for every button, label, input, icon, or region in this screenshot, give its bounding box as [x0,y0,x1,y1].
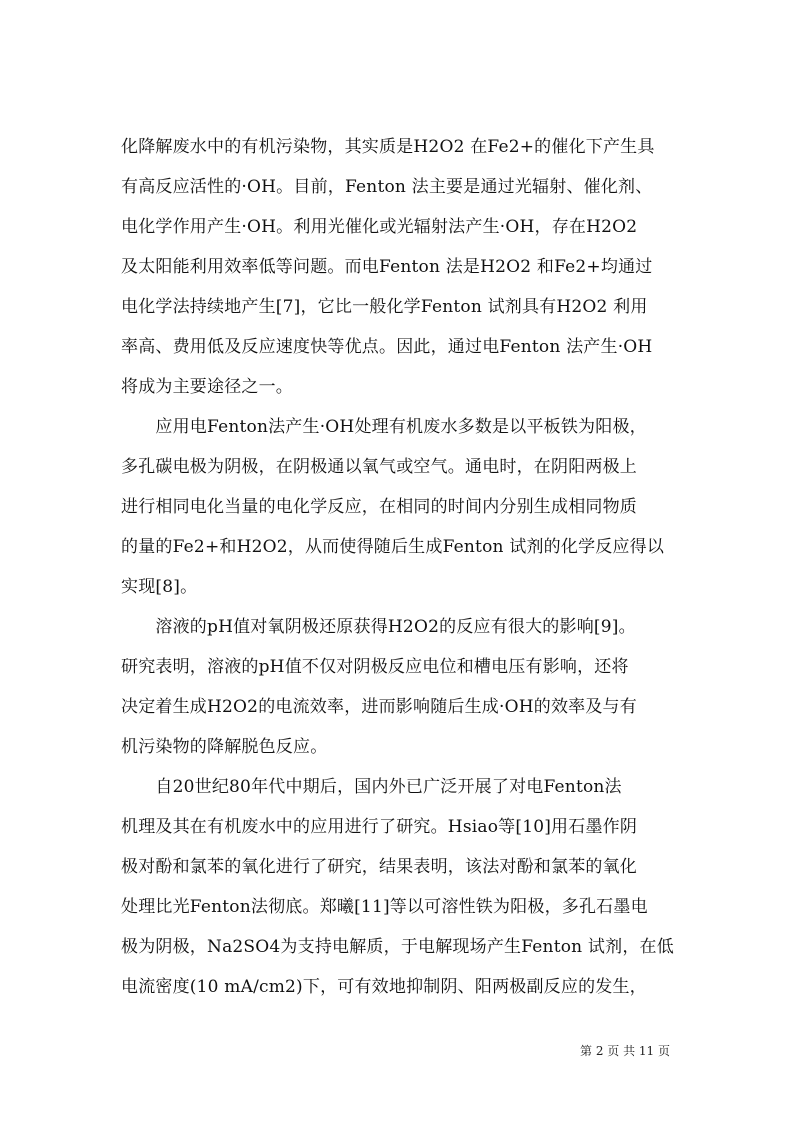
body-line: 机理及其在有机废水中的应用进行了研究。Hsiao等[10]用石墨作阴 [121,817,638,837]
body-line: 极对酚和氯苯的氧化进行了研究，结果表明，该法对酚和氯苯的氧化 [121,857,637,877]
body-line: 决定着生成H2O2的电流效率，进而影响随后生成·OH的效率及与有 [121,697,637,717]
body-line: 化降解废水中的有机污染物，其实质是H2O2 在Fe2+的催化下产生具 [121,137,655,157]
body-line: 应用电Fenton法产生·OH处理有机废水多数是以平板铁为阳极， [121,417,647,437]
page-number: 第 2 页 共 11 页 [580,1044,670,1058]
body-line: 将成为主要途径之一。 [121,377,293,397]
body-line: 进行相同电化当量的电化学反应，在相同的时间内分别生成相同物质 [121,497,637,517]
body-line: 多孔碳电极为阴极，在阴极通以氧气或空气。通电时，在阴阳两极上 [121,457,637,477]
body-line: 电流密度(10 mA/cm2)下，可有效地抑制阴、阳两极副反应的发生， [121,977,647,997]
body-line: 及太阳能利用效率低等问题。而电Fenton 法是H2O2 和Fe2+均通过 [121,257,653,277]
body-line: 自20世纪80年代中期后，国内外已广泛开展了对电Fenton法 [121,777,622,797]
body-line: 研究表明，溶液的pH值不仅对阴极反应电位和槽电压有影响，还将 [121,657,629,677]
body-line: 的量的Fe2+和H2O2，从而使得随后生成Fenton 试剂的化学反应得以 [121,537,665,557]
body-line: 机污染物的降解脱色反应。 [121,737,328,757]
body-line: 处理比光Fenton法彻底。郑曦[11]等以可溶性铁为阳极，多孔石墨电 [121,897,648,917]
body-line: 极为阴极，Na2SO4为支持电解质，于电解现场产生Fenton 试剂，在低 [121,937,674,957]
body-line: 率高、费用低及反应速度快等优点。因此，通过电Fenton 法产生·OH [121,337,653,357]
body-line: 电化学作用产生·OH。利用光催化或光辐射法产生·OH，存在H2O2 [121,217,638,237]
body-line: 有高反应活性的·OH。目前，Fenton 法主要是通过光辐射、催化剂、 [121,177,653,197]
body-line: 电化学法持续地产生[7]，它比一般化学Fenton 试剂具有H2O2 利用 [121,297,648,317]
body-line: 溶液的pH值对氧阴极还原获得H2O2的反应有很大的影响[9]。 [121,617,636,637]
body-line: 实现[8]。 [121,577,198,597]
